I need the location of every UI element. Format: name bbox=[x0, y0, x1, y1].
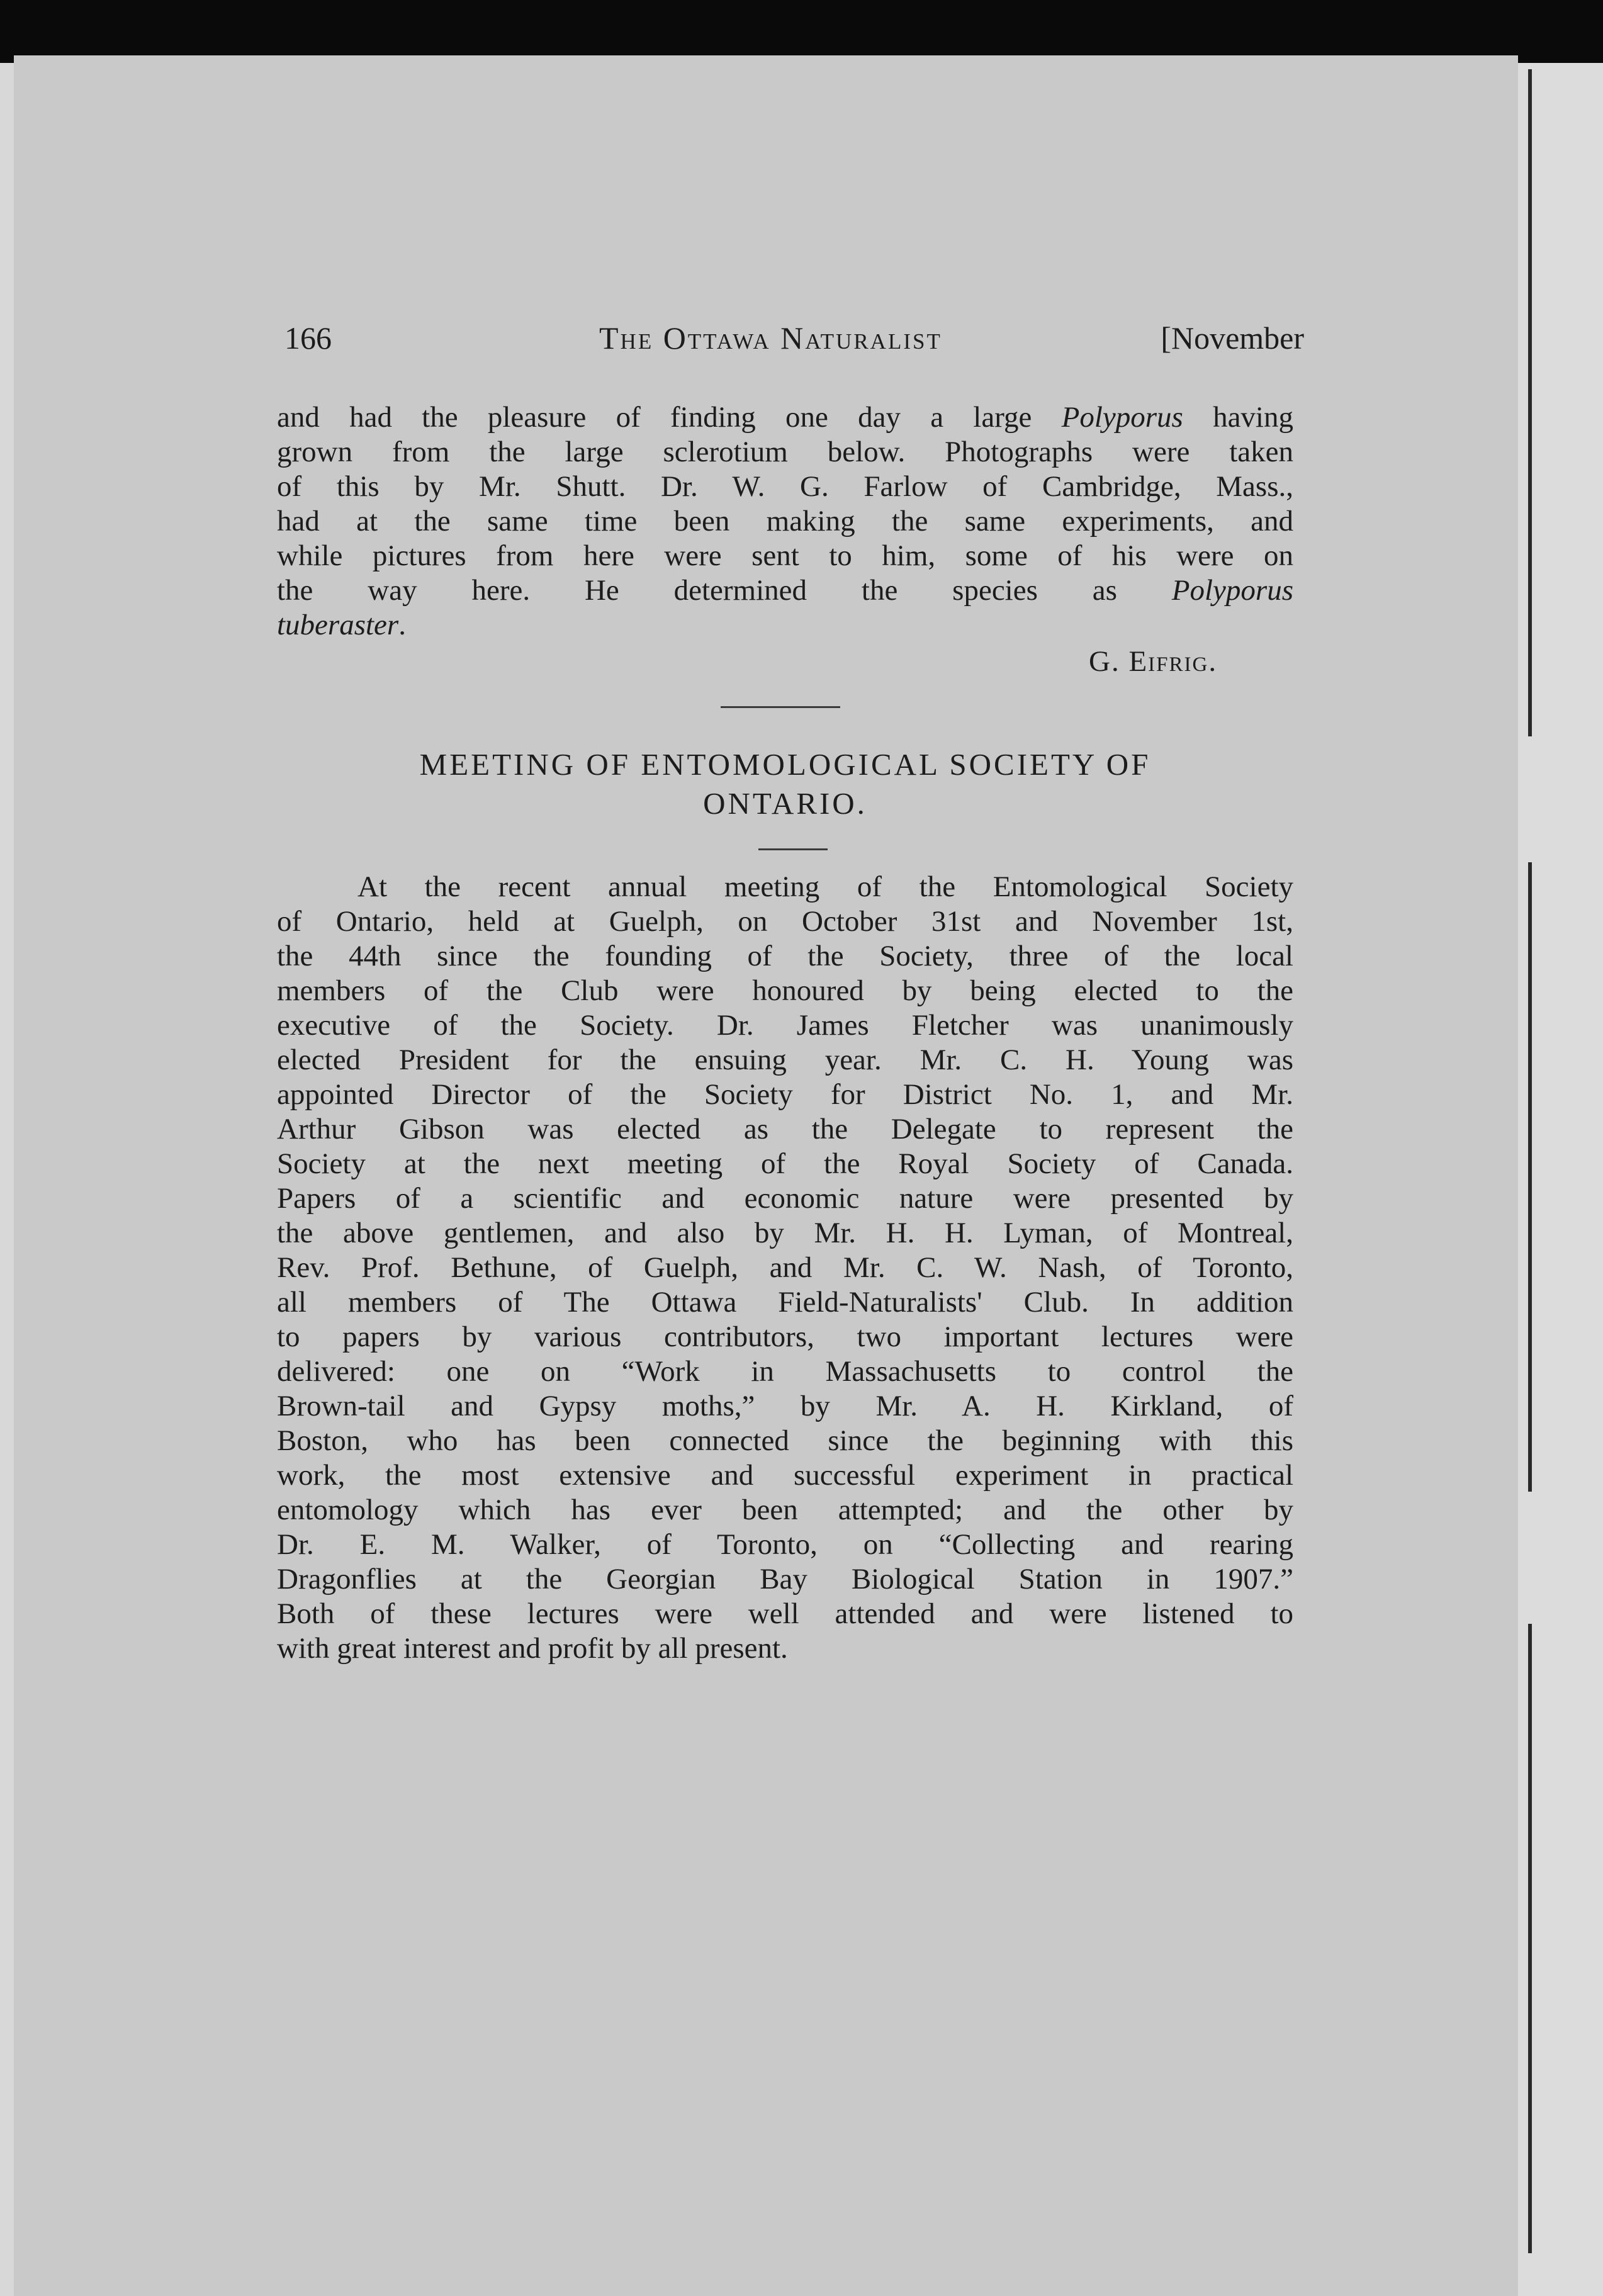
journal-title: The Ottawa Naturalist bbox=[599, 320, 942, 356]
heading-line: ONTARIO. bbox=[703, 786, 867, 821]
text-line: Both of these lectures were well attended and were listened to bbox=[277, 1597, 1293, 1630]
text-line: entomology which has ever been attempted; and the other by bbox=[277, 1494, 1293, 1526]
issue-month: [November bbox=[1161, 320, 1304, 356]
text-line: Dragonflies at the Georgian Bay Biological Station in 1907.” bbox=[277, 1563, 1293, 1595]
page-edge-line bbox=[1528, 862, 1532, 1492]
text-line: appointed Director of the Society for District No. 1, and Mr. bbox=[277, 1078, 1293, 1111]
author-signature: G. Eifrig. bbox=[1089, 645, 1218, 678]
text-line: Society at the next meeting of the Royal Society of Canada. bbox=[277, 1147, 1293, 1180]
section-divider bbox=[721, 706, 840, 708]
text-line: Dr. E. M. Walker, of Toronto, on “Collecting and rearing bbox=[277, 1528, 1293, 1561]
text-line: Rev. Prof. Bethune, of Guelph, and Mr. C. W. Nash, of Toronto, bbox=[277, 1251, 1293, 1284]
text-line: Papers of a scientific and economic nature were presented by bbox=[277, 1182, 1293, 1215]
text-line: of Ontario, held at Guelph, on October 31st and November 1st, bbox=[277, 905, 1293, 938]
text-line: executive of the Society. Dr. James Fletcher was unanimously bbox=[277, 1009, 1293, 1042]
text-line: Brown-tail and Gypsy moths,” by Mr. A. H. Kirkland, of bbox=[277, 1390, 1293, 1422]
text-line: Arthur Gibson was elected as the Delegate to represent the bbox=[277, 1113, 1293, 1145]
text-line: had at the same time been making the same experiments, and bbox=[277, 505, 1293, 537]
text-line: all members of The Ottawa Field-Naturalists' Club. In addition bbox=[277, 1286, 1293, 1319]
text-line: Boston, who has been connected since the beginning with this bbox=[277, 1424, 1293, 1457]
page-edge-line bbox=[1528, 69, 1532, 736]
text-line: grown from the large sclerotium below. Photographs were taken bbox=[277, 436, 1293, 468]
page-edge-line bbox=[1528, 1624, 1532, 2253]
text-line: with great interest and profit by all present. bbox=[277, 1632, 788, 1665]
text-line: elected President for the ensuing year. Mr. C. H. Young was bbox=[277, 1044, 1293, 1076]
article-body bbox=[277, 870, 1293, 1666]
running-head bbox=[284, 315, 1304, 365]
text-line: members of the Club were honoured by being elected to the bbox=[277, 974, 1293, 1007]
text-line: tuberaster. bbox=[277, 609, 406, 641]
text-line: work, the most extensive and successful experiment in practical bbox=[277, 1459, 1293, 1492]
heading-underline bbox=[758, 848, 828, 850]
scan-top-border bbox=[0, 0, 1603, 63]
text-line: to papers by various contributors, two important lectures were bbox=[277, 1320, 1293, 1353]
text-line: At the recent annual meeting of the Entomological Society bbox=[357, 870, 1293, 903]
text-line: delivered: one on “Work in Massachusetts to control the bbox=[277, 1355, 1293, 1388]
page-number: 166 bbox=[284, 320, 332, 356]
article-heading bbox=[277, 745, 1293, 823]
text-line: of this by Mr. Shutt. Dr. W. G. Farlow of Cambridge, Mass., bbox=[277, 470, 1293, 503]
text-line: while pictures from here were sent to him, some of his were on bbox=[277, 539, 1293, 572]
continuation-paragraph bbox=[277, 400, 1293, 643]
text-line: the 44th since the founding of the Society, three of the local bbox=[277, 940, 1293, 972]
text-line: the way here. He determined the species as Polyporus bbox=[277, 574, 1293, 607]
heading-line: MEETING OF ENTOMOLOGICAL SOCIETY OF bbox=[419, 747, 1151, 782]
text-line: and had the pleasure of finding one day a large Polyporus having bbox=[277, 401, 1293, 434]
text-line: the above gentlemen, and also by Mr. H. H. Lyman, of Montreal, bbox=[277, 1217, 1293, 1249]
